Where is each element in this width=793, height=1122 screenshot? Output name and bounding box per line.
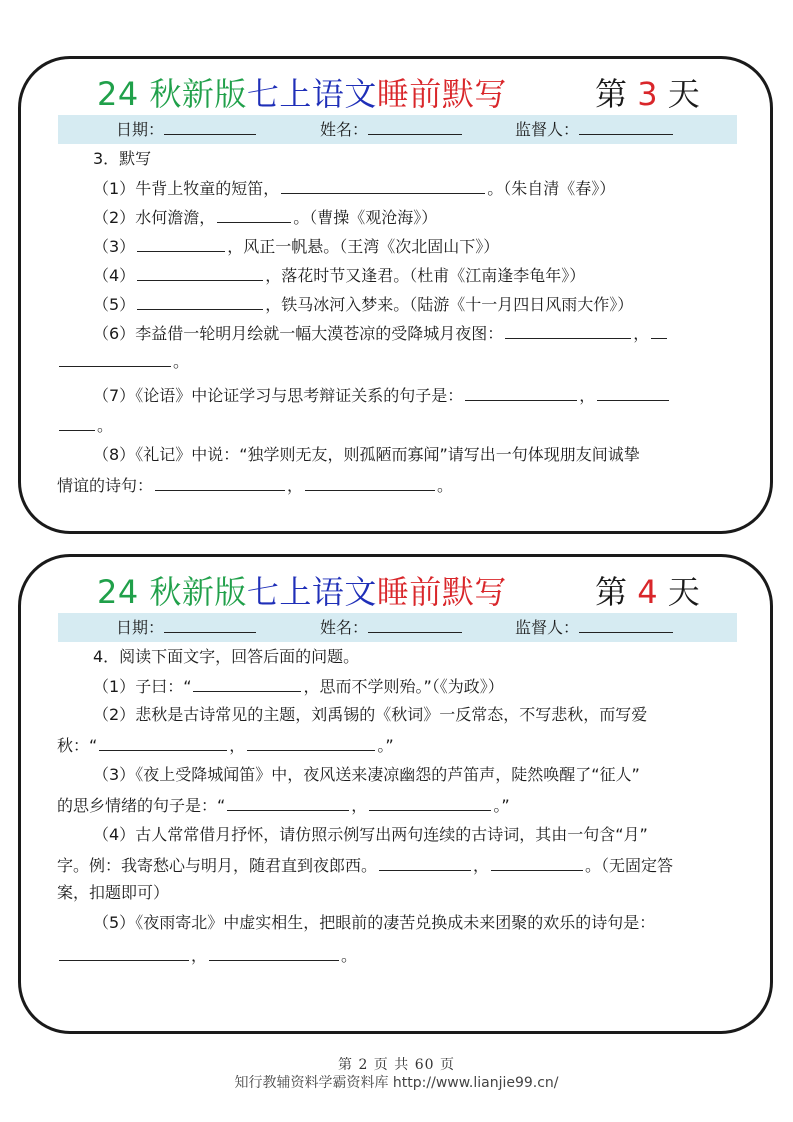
question-text: ，落花时节又逢君。（杜甫《江南逢李龟年》） <box>265 266 586 285</box>
question-number: （8） <box>93 445 136 464</box>
question-text: ，铁马冰河入梦来。（陆游《十一月四日风雨大作》） <box>265 295 634 314</box>
question-number: （3） <box>93 237 136 256</box>
date-label: 日期： <box>116 120 165 139</box>
worksheet-card-day-3 <box>18 56 773 534</box>
period: 。” <box>377 736 394 755</box>
answer-blank[interactable] <box>137 236 225 252</box>
question-2-cont <box>57 735 394 756</box>
question-source: 。（朱自清《春》） <box>487 179 616 198</box>
period: 。 <box>341 946 358 965</box>
title-part-blue: 七上语文 <box>246 573 377 611</box>
question-number: （4） <box>93 825 136 844</box>
answer-blank[interactable] <box>209 945 339 961</box>
question-4 <box>93 825 648 845</box>
comma: ， <box>633 324 650 343</box>
question-4 <box>93 265 585 286</box>
answer-blank[interactable] <box>217 207 291 223</box>
comma: ， <box>579 386 596 405</box>
comma: ， <box>351 796 368 815</box>
section-heading: 3．默写 <box>93 149 152 168</box>
name-field <box>320 613 462 642</box>
question-5 <box>93 294 633 315</box>
comma: ， <box>473 856 490 875</box>
question-text: 《夜上受降城闻笛》中，夜风送来凄凉幽怨的芦笛声，陡然唤醒了“征人” <box>135 765 640 784</box>
page-number: 第 2 页 共 60 页 <box>338 1057 455 1073</box>
question-6-cont <box>57 351 189 372</box>
answer-blank[interactable] <box>59 945 189 961</box>
title-part-green: 24 秋新版 <box>97 573 247 611</box>
question-text: ，风正一帆悬。（王湾《次北固山下》） <box>227 237 500 256</box>
question-text: 。（无固定答 <box>585 856 674 875</box>
date-blank[interactable] <box>164 616 256 633</box>
footer-source: 知行教辅资料学霸资料库 http://www.lianjie99.cn/ <box>234 1075 559 1091</box>
question-text: 水何澹澹， <box>135 208 216 227</box>
question-text: 牛背上牧童的短笛， <box>135 179 280 198</box>
question-number: （1） <box>93 179 136 198</box>
name-blank[interactable] <box>368 616 462 633</box>
day-suffix: 天 <box>667 75 700 113</box>
question-text: 李益借一轮明月绘就一幅大漠苍凉的受降城月夜图： <box>135 324 504 343</box>
day-label <box>595 69 700 115</box>
question-number: （5） <box>93 913 136 932</box>
comma: ， <box>191 946 208 965</box>
name-blank[interactable] <box>368 118 462 135</box>
question-5 <box>93 913 655 933</box>
answer-blank[interactable] <box>59 351 171 367</box>
question-2 <box>93 207 437 228</box>
comma: ， <box>287 476 304 495</box>
question-8-cont <box>57 475 453 496</box>
question-text: 情谊的诗句： <box>57 476 154 495</box>
question-4-cont <box>57 855 673 876</box>
supervisor-blank[interactable] <box>579 616 673 633</box>
comma: ， <box>229 736 246 755</box>
supervisor-field <box>515 115 673 144</box>
answer-blank[interactable] <box>137 265 263 281</box>
date-blank[interactable] <box>164 118 256 135</box>
answer-blank[interactable] <box>59 415 95 431</box>
card-header <box>21 561 770 613</box>
question-3 <box>93 765 640 785</box>
title-part-blue: 七上语文 <box>246 75 377 113</box>
question-text: 悲秋是古诗常见的主题，刘禹锡的《秋词》一反常态，不写悲秋，而写爱 <box>135 705 648 724</box>
question-4-cont2: 案，扣题即可） <box>57 883 170 902</box>
card-header <box>21 63 770 115</box>
question-text: 《夜雨寄北》中虚实相生，把眼前的凄苦兑换成未来团聚的欢乐的诗句是： <box>135 913 656 932</box>
day-number: 4 <box>637 573 658 611</box>
question-5-cont <box>57 945 357 966</box>
question-1 <box>93 676 504 697</box>
question-number: （1） <box>93 677 136 696</box>
answer-blank[interactable] <box>155 475 285 491</box>
answer-blank[interactable] <box>247 735 375 751</box>
question-number: （2） <box>93 208 136 227</box>
question-text: 古人常常借月抒怀，请仿照示例写出两句连续的古诗词，其由一句含“月” <box>135 825 648 844</box>
card-title <box>97 69 507 115</box>
supervisor-label: 监督人： <box>515 120 580 139</box>
question-source: 。（曹操《观沧海》） <box>293 208 438 227</box>
answer-blank[interactable] <box>369 795 491 811</box>
name-field <box>320 115 462 144</box>
question-text: 《论语》中论证学习与思考辩证关系的句子是： <box>135 386 464 405</box>
question-6 <box>93 323 669 344</box>
question-number: （5） <box>93 295 136 314</box>
answer-blank[interactable] <box>305 475 435 491</box>
question-8 <box>93 445 640 465</box>
question-number: （3） <box>93 765 136 784</box>
question-7 <box>93 385 671 406</box>
day-suffix: 天 <box>667 573 700 611</box>
name-label: 姓名： <box>320 618 369 637</box>
question-number: （4） <box>93 266 136 285</box>
title-part-red: 睡前默写 <box>376 573 507 611</box>
answer-blank[interactable] <box>193 676 301 692</box>
answer-blank[interactable] <box>491 855 583 871</box>
question-text: 《礼记》中说：“独学则无友，则孤陋而寡闻”请写出一句体现朋友间诚挚 <box>135 445 640 464</box>
date-field <box>116 115 256 144</box>
question-text: 字。例：我寄愁心与明月，随君直到夜郎西。 <box>57 856 378 875</box>
answer-blank[interactable] <box>137 294 263 310</box>
supervisor-field <box>515 613 673 642</box>
question-text: ，思而不学则殆。”（《为政》） <box>303 677 504 696</box>
answer-blank[interactable] <box>281 178 485 194</box>
answer-blank[interactable] <box>379 855 471 871</box>
info-bar <box>58 613 737 642</box>
question-number: （7） <box>93 386 136 405</box>
question-number: （6） <box>93 324 136 343</box>
title-part-red: 睡前默写 <box>376 75 507 113</box>
question-1 <box>93 178 615 199</box>
title-part-green: 24 秋新版 <box>97 75 247 113</box>
question-7-cont <box>57 415 113 436</box>
supervisor-label: 监督人： <box>515 618 580 637</box>
date-field <box>116 613 256 642</box>
question-text: 子曰：“ <box>135 677 192 696</box>
question-3-cont <box>57 795 510 816</box>
question-2 <box>93 705 647 725</box>
day-label <box>595 567 700 613</box>
answer-blank[interactable] <box>651 323 667 339</box>
question-3 <box>93 236 499 257</box>
question-text: 秋：“ <box>57 736 98 755</box>
date-label: 日期： <box>116 618 165 637</box>
answer-blank[interactable] <box>465 385 577 401</box>
card-title <box>97 567 507 613</box>
answer-blank[interactable] <box>597 385 669 401</box>
answer-blank[interactable] <box>99 735 227 751</box>
supervisor-blank[interactable] <box>579 118 673 135</box>
period: 。 <box>173 352 190 371</box>
question-text: 的思乡情绪的句子是：“ <box>57 796 226 815</box>
info-bar <box>58 115 737 144</box>
worksheet-card-day-4 <box>18 554 773 1034</box>
name-label: 姓名： <box>320 120 369 139</box>
question-number: （2） <box>93 705 136 724</box>
day-prefix: 第 <box>595 573 628 611</box>
day-prefix: 第 <box>595 75 628 113</box>
period: 。 <box>437 476 454 495</box>
answer-blank[interactable] <box>505 323 631 339</box>
answer-blank[interactable] <box>227 795 349 811</box>
day-number: 3 <box>637 75 658 113</box>
period: 。 <box>97 416 114 435</box>
section-heading: 4．阅读下面文字，回答后面的问题。 <box>93 647 360 666</box>
period: 。” <box>493 796 510 815</box>
